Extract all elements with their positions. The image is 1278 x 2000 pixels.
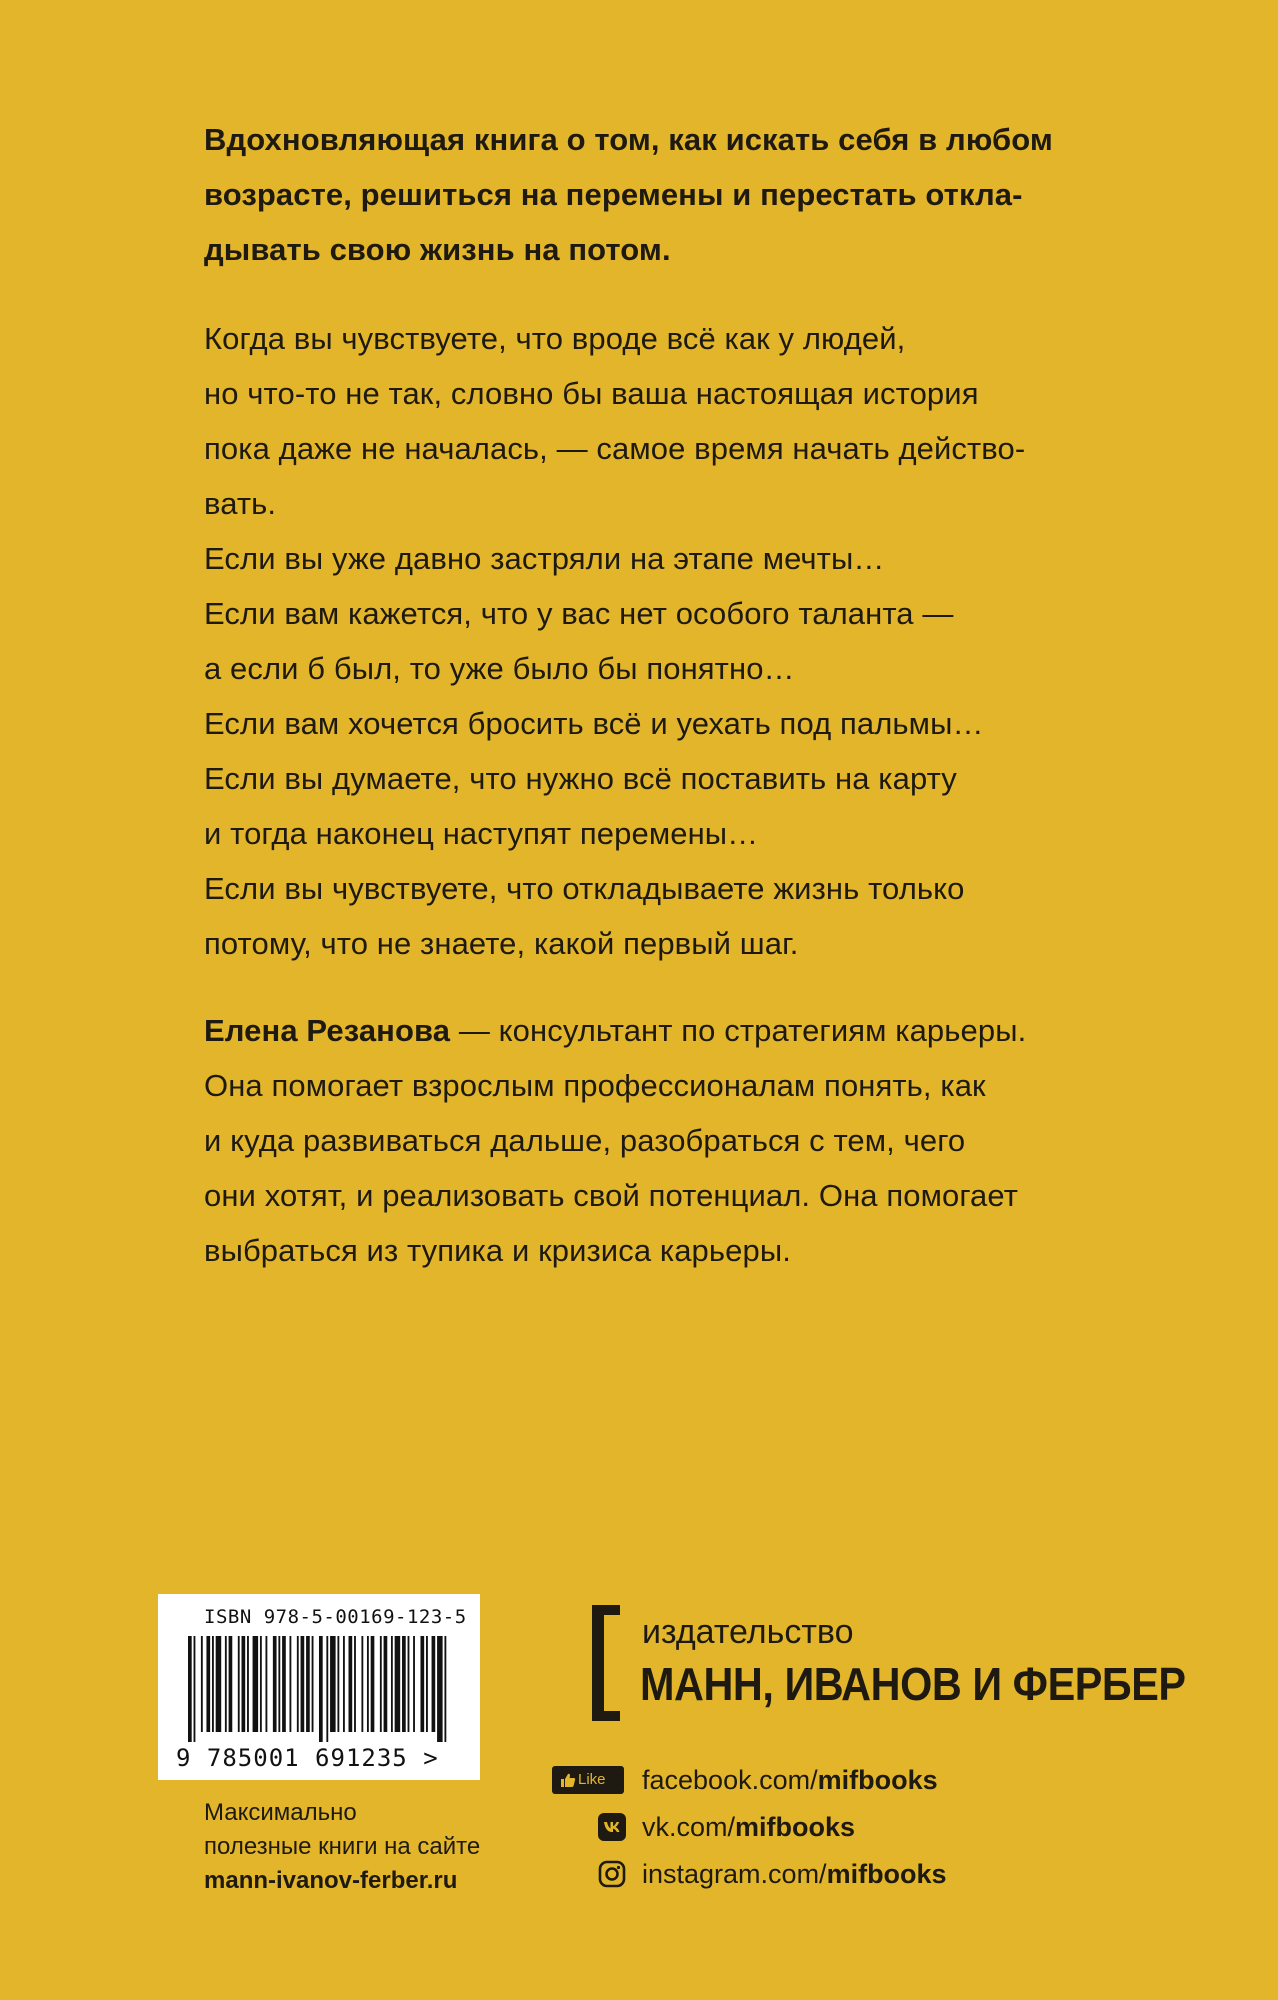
description-line: Когда вы чувствуете, что вроде всё как у людей, bbox=[204, 321, 906, 356]
description-line: а если б был, то уже было бы понятно… bbox=[204, 651, 795, 686]
publisher-label: издательство bbox=[642, 1613, 854, 1651]
barcode-bar bbox=[326, 1636, 328, 1742]
author-bio-line: они хотят, и реализовать свой потенциал. Она помогает bbox=[204, 1178, 1018, 1213]
barcode-bar bbox=[273, 1636, 277, 1732]
barcode-digits: 9 785001 691235 > bbox=[176, 1744, 439, 1772]
bracket-icon bbox=[592, 1605, 620, 1721]
barcode-bar bbox=[408, 1636, 410, 1732]
instagram-link: instagram.com/mifbooks bbox=[642, 1859, 947, 1889]
barcode-bar bbox=[201, 1636, 203, 1732]
barcode-bar bbox=[391, 1636, 393, 1732]
instagram-icon bbox=[598, 1860, 626, 1888]
barcode-bar bbox=[413, 1636, 415, 1732]
lead-line: возрасте, решиться на перемены и перестать откла- bbox=[204, 177, 1023, 212]
author-name: Елена Резанова bbox=[204, 1013, 451, 1048]
barcode-bar bbox=[297, 1636, 299, 1732]
description-line: вать. bbox=[204, 486, 277, 521]
facebook-link: facebook.com/mifbooks bbox=[642, 1765, 938, 1795]
description-line: Если вам хочется бросить всё и уехать под пальмы… bbox=[204, 706, 984, 741]
barcode-bar bbox=[330, 1636, 336, 1732]
barcode-bar bbox=[188, 1636, 192, 1742]
barcode-bar bbox=[319, 1636, 323, 1742]
barcode-bar bbox=[282, 1636, 286, 1732]
barcode-bar bbox=[212, 1636, 214, 1732]
barcode-bar bbox=[247, 1636, 249, 1732]
author-bio-first-line bbox=[204, 1003, 1104, 1058]
barcode-bar bbox=[432, 1636, 436, 1732]
site-note-line: Максимально bbox=[204, 1799, 357, 1826]
barcode-bar bbox=[278, 1636, 280, 1732]
description-line: и тогда наконец наступят перемены… bbox=[204, 816, 759, 851]
description-paragraph bbox=[204, 311, 1104, 971]
barcode-bar bbox=[229, 1636, 233, 1732]
barcode-bar bbox=[265, 1636, 267, 1732]
description-line: потому, что не знаете, какой первый шаг. bbox=[204, 926, 799, 961]
author-bio-line: и куда развиваться дальше, разобраться с тем, чего bbox=[204, 1123, 966, 1158]
barcode-bar bbox=[384, 1636, 388, 1732]
barcode-bar bbox=[216, 1636, 222, 1732]
isbn-barcode bbox=[158, 1594, 480, 1780]
thumb-up-icon bbox=[560, 1772, 576, 1788]
barcode-bar bbox=[426, 1636, 428, 1732]
vk-icon bbox=[598, 1813, 626, 1841]
author-bio bbox=[204, 1003, 1104, 1278]
barcode-bar bbox=[380, 1636, 382, 1732]
barcode-bar bbox=[238, 1636, 240, 1732]
isbn-label: ISBN 978-5-00169-123-5 bbox=[204, 1606, 467, 1628]
barcode-bar bbox=[306, 1636, 310, 1732]
description-line: но что-то не так, словно бы ваша настоящая история bbox=[204, 376, 979, 411]
like-label: Like bbox=[578, 1771, 606, 1788]
barcode-bar bbox=[395, 1636, 401, 1732]
barcode-bar bbox=[337, 1636, 339, 1732]
lead-line: дывать свою жизнь на потом. bbox=[204, 232, 671, 267]
site-url: mann-ivanov-ferber.ru bbox=[204, 1867, 458, 1894]
publisher-logo bbox=[592, 1605, 1192, 1725]
site-note bbox=[204, 1796, 480, 1898]
barcode-bar bbox=[354, 1636, 356, 1732]
barcode-bar bbox=[444, 1636, 446, 1742]
barcode-bar bbox=[420, 1636, 424, 1732]
barcode-bar bbox=[367, 1636, 369, 1732]
author-bio-line: Она помогает взрослым профессионалам понять, как bbox=[204, 1068, 986, 1103]
barcode-bars bbox=[188, 1636, 450, 1742]
barcode-bar bbox=[371, 1636, 375, 1732]
description-line: Если вам кажется, что у вас нет особого таланта — bbox=[204, 596, 954, 631]
vk-link: vk.com/mifbooks bbox=[642, 1812, 856, 1842]
barcode-bar bbox=[349, 1636, 353, 1732]
barcode-bar bbox=[289, 1636, 291, 1732]
facebook-like-icon bbox=[552, 1766, 624, 1794]
barcode-bar bbox=[437, 1636, 443, 1742]
description-line: Если вы думаете, что нужно всё поставить на карту bbox=[204, 761, 957, 796]
barcode-bar bbox=[242, 1636, 246, 1732]
barcode-bar bbox=[253, 1636, 259, 1732]
lead-line: Вдохновляющая книга о том, как искать себя в любом bbox=[204, 122, 1053, 157]
barcode-bar bbox=[312, 1636, 314, 1732]
barcode-bar bbox=[225, 1636, 227, 1732]
author-bio-line: выбраться из тупика и кризиса карьеры. bbox=[204, 1233, 791, 1268]
author-role: — консультант по стратегиям карьеры. bbox=[450, 1013, 1027, 1048]
barcode-bar bbox=[260, 1636, 262, 1732]
publisher-name: МАНН, ИВАНОВ И ФЕРБЕР bbox=[640, 1658, 1186, 1710]
site-note-line: полезные книги на сайте bbox=[204, 1833, 481, 1860]
description-line: Если вы уже давно застряли на этапе мечты… bbox=[204, 541, 885, 576]
description-line: пока даже не началась, — самое время начать действо- bbox=[204, 431, 1026, 466]
barcode-bar bbox=[343, 1636, 345, 1732]
description-line: Если вы чувствуете, что откладываете жизнь только bbox=[204, 871, 965, 906]
lead-paragraph bbox=[204, 112, 1104, 277]
barcode-bar bbox=[194, 1636, 196, 1742]
barcode-bar bbox=[402, 1636, 406, 1732]
barcode-bar bbox=[301, 1636, 305, 1732]
barcode-bar bbox=[361, 1636, 363, 1732]
barcode-bar bbox=[206, 1636, 210, 1732]
